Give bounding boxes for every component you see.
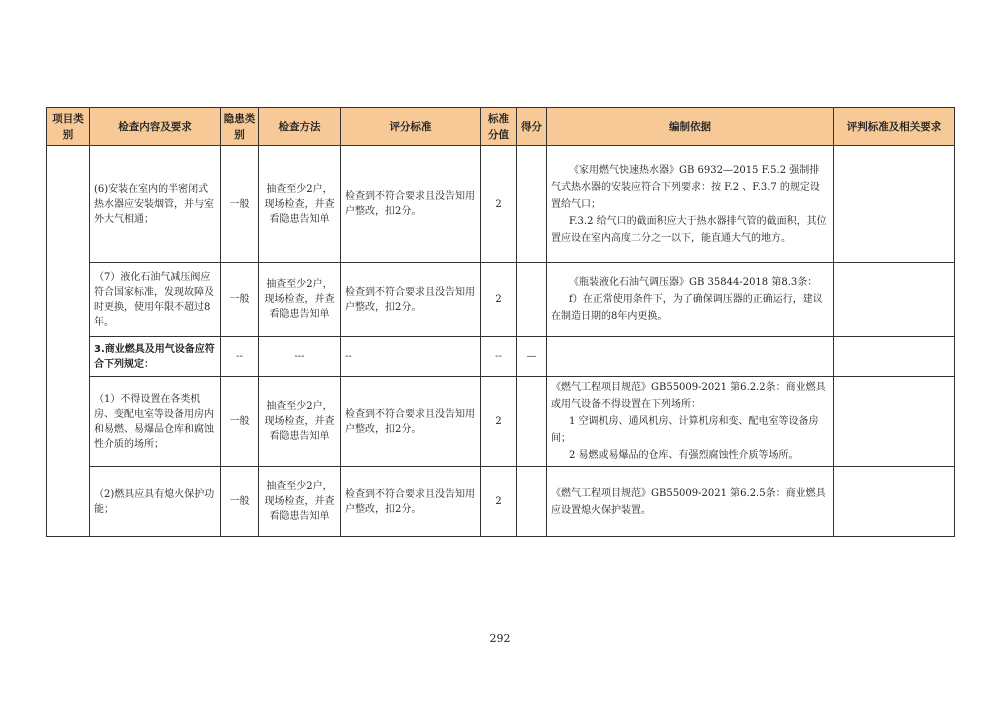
- standard-score: 2: [481, 467, 517, 537]
- hazard-level: 一般: [221, 377, 259, 467]
- header-basis: 编制依据: [547, 108, 834, 146]
- item-content: （7）液化石油气减压阀应符合国家标准，发现故障及时更换，使用年限不超过8年。: [90, 263, 221, 337]
- table-row: [47, 146, 955, 263]
- header-judge: 评判标准及相关要求: [834, 108, 955, 146]
- score-cell: [517, 467, 547, 537]
- score-cell: [517, 146, 547, 263]
- item-content: （1）不得设置在各类机房、变配电室等设备用房内和易燃、易爆品仓库和腐蚀性介质的场所；: [90, 377, 221, 467]
- judge-cell: [834, 467, 955, 537]
- table-row: [47, 377, 955, 467]
- inspection-method: 抽查至少2户，现场检查，并查看隐患告知单: [259, 263, 341, 337]
- header-method: 检查方法: [259, 108, 341, 146]
- standard-score: 2: [481, 146, 517, 263]
- basis-line: 1 空调机房、通风机房、计算机房和变、配电室等设备房间；: [551, 416, 819, 444]
- basis-line: F.3.2 给气口的截面积应大于热水器排气管的截面积，其位置应设在室内高度二分之一以下，能直通大气的地方。: [551, 215, 827, 244]
- basis-cell: [547, 337, 834, 377]
- judge-cell: [834, 263, 955, 337]
- section-title: 3.商业燃具及用气设备应符合下列规定：: [90, 337, 221, 377]
- basis-cell: [547, 377, 834, 467]
- standard-score: 2: [481, 263, 517, 337]
- item-content: (6)安装在室内的半密闭式热水器应安装烟管，并与室外大气相通；: [90, 146, 221, 263]
- category-cell: [47, 146, 90, 537]
- scoring-standard: 检查到不符合要求且没告知用户整改，扣2分。: [341, 377, 481, 467]
- section-row: [47, 337, 955, 377]
- header-content: 检查内容及要求: [90, 108, 221, 146]
- standard-score: --: [481, 337, 517, 377]
- score-cell: —: [517, 337, 547, 377]
- page-number: 292: [489, 632, 511, 645]
- scoring-standard: --: [341, 337, 481, 377]
- judge-cell: [834, 377, 955, 467]
- basis-cell: [547, 467, 834, 537]
- basis-line: 《瓶装液化石油气调压器》GB 35844-2018 第8.3条：: [569, 277, 818, 288]
- basis-line: f）在正常使用条件下，为了确保调压器的正确运行，建议在制造日期的8年内更换。: [551, 294, 823, 322]
- basis-line: 《家用燃气快速热水器》GB 6932—2015 F.5.2 强制排气式热水器的安装应符合下列要求：按 F.2 、F.3.7 的规定设置给气口；: [551, 164, 820, 210]
- inspection-method: 抽查至少2户，现场检查，并查看隐患告知单: [259, 146, 341, 263]
- header-category: 项目类别: [47, 108, 90, 146]
- inspection-method: 抽查至少2户，现场检查，并查看隐患告知单: [259, 377, 341, 467]
- basis-line: 《燃气工程项目规范》GB55009-2021 第6.2.5条：商业燃具应设置熄火保护装置。: [551, 487, 826, 516]
- item-content: （2)燃具应具有熄火保护功能；: [90, 467, 221, 537]
- score-cell: [517, 263, 547, 337]
- inspection-table: [46, 107, 955, 537]
- standard-score: 2: [481, 377, 517, 467]
- basis-cell: [547, 146, 834, 263]
- basis-cell: [547, 263, 834, 337]
- header-hazard: 隐患类别: [221, 108, 259, 146]
- hazard-level: 一般: [221, 263, 259, 337]
- header-scoring: 评分标准: [341, 108, 481, 146]
- scoring-standard: 检查到不符合要求且没告知用户整改，扣2分。: [341, 146, 481, 263]
- inspection-method: ---: [259, 337, 341, 377]
- table-header-row: [47, 108, 955, 146]
- hazard-level: 一般: [221, 146, 259, 263]
- judge-cell: [834, 146, 955, 263]
- basis-line: 《燃气工程项目规范》GB55009-2021 第6.2.2条：商业燃具或用气设备不得设置在下列场所：: [551, 382, 826, 410]
- hazard-level: 一般: [221, 467, 259, 537]
- inspection-method: 抽查至少2户，现场检查，并查看隐患告知单: [259, 467, 341, 537]
- score-cell: [517, 377, 547, 467]
- table-row: [47, 467, 955, 537]
- header-score: 得分: [517, 108, 547, 146]
- basis-line: 2 易燃或易爆品的仓库、有强烈腐蚀性介质等场所。: [569, 450, 799, 461]
- hazard-level: --: [221, 337, 259, 377]
- scoring-standard: 检查到不符合要求且没告知用户整改，扣2分。: [341, 467, 481, 537]
- judge-cell: [834, 337, 955, 377]
- scoring-standard: 检查到不符合要求且没告知用户整改，扣2分。: [341, 263, 481, 337]
- header-score-standard: 标准分值: [481, 108, 517, 146]
- table-row: [47, 263, 955, 337]
